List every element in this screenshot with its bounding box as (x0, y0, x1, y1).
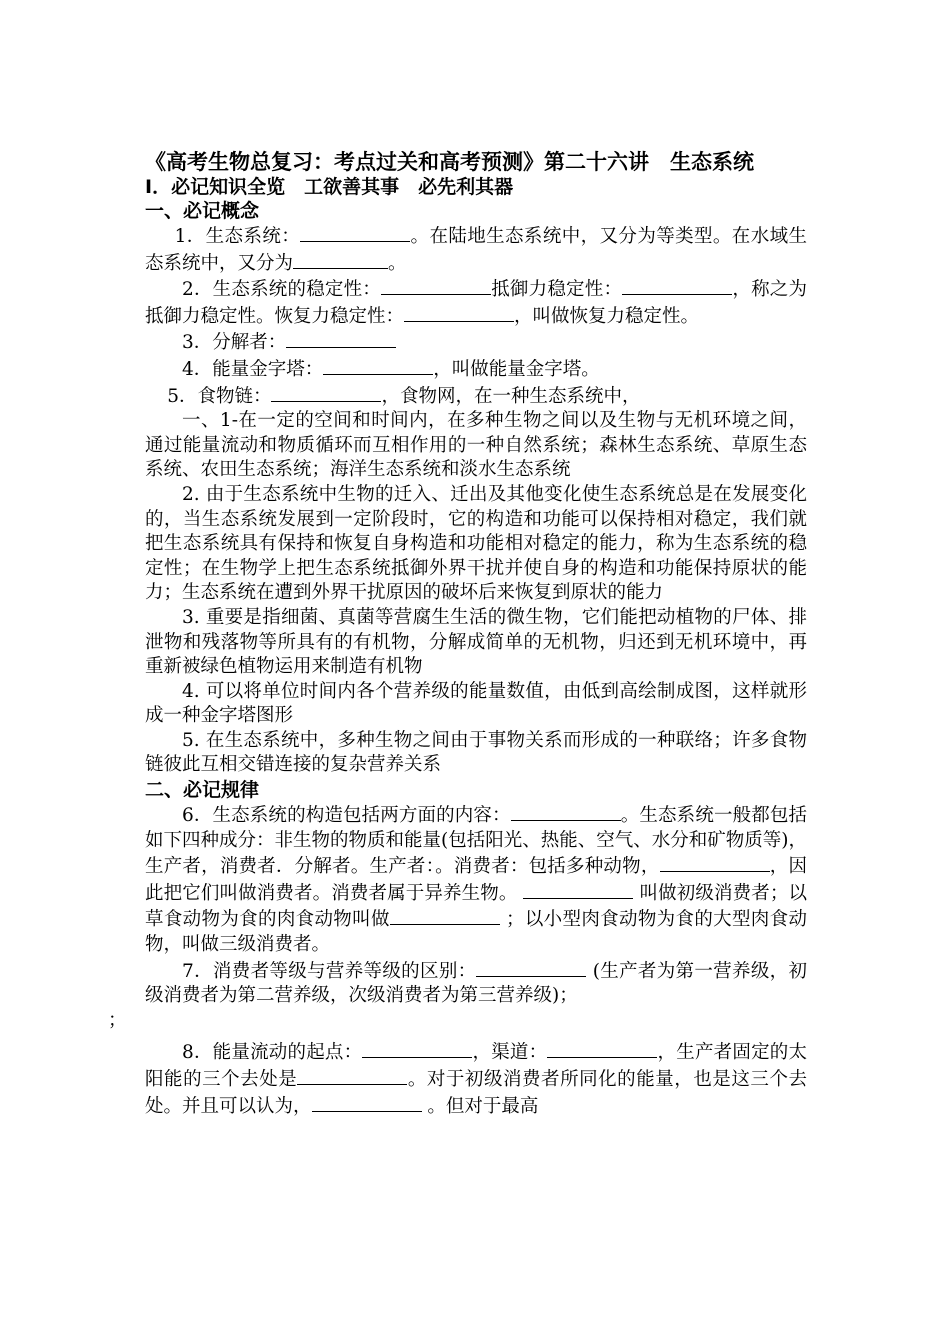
answer-blank[interactable] (362, 1039, 472, 1058)
answer-blank[interactable] (323, 356, 433, 375)
question-7 (108, 958, 808, 1034)
answer-blank[interactable] (523, 880, 633, 899)
question-7-text-3: ； (108, 1009, 127, 1031)
answer-5: 5. 在生态系统中，多种生物之间由于事物关系而形成的一种联络；许多食物链彼此互相交错连接的复杂营养关系 (145, 729, 807, 776)
question-2-text-2: 抵御力稳定性： (491, 279, 623, 301)
answer-blank[interactable] (390, 906, 500, 925)
question-5-text-2: ，食物网，在一种生态系统中， (381, 385, 641, 407)
answer-blank[interactable] (547, 1039, 657, 1058)
answer-blank[interactable] (286, 329, 396, 348)
question-6 (145, 802, 807, 958)
subsection-heading-concepts: 一、必记概念 (145, 200, 260, 222)
question-6-text-5: ；以小型肉食动物为食的大型肉食动物，叫做三级消费者。 (145, 909, 807, 956)
answer-blank[interactable] (404, 303, 514, 322)
question-1 (145, 223, 807, 276)
question-6-text-3: ，因此把它们叫做消费者。消费者属于异养生物。 (145, 856, 807, 904)
answer-blank[interactable] (312, 1093, 422, 1112)
question-8-text-3: ，生产者固定的太阳能的三个去处是 (145, 1042, 807, 1090)
answer-blank[interactable] (381, 276, 491, 295)
question-8-text-4: 。对于初级消费者所同化的能量，也是这三个去处。并且可以认为， (145, 1069, 807, 1117)
answer-blank[interactable] (511, 802, 621, 821)
question-8 (145, 1039, 807, 1119)
answer-blank[interactable] (297, 1066, 407, 1085)
answer-3: 3. 重要是指细菌、真菌等营腐生生活的微生物，它们能把动植物的尸体、排泄物和残落物等所具有的有机物，分解成简单的无机物，归还到无机环境中，再重新被绿色植物运用来制造有机物 (145, 606, 807, 678)
subsection-heading-rules: 二、必记规律 (145, 779, 260, 802)
answer-blank[interactable] (271, 383, 381, 402)
question-1-text: 1．生态系统： (174, 226, 301, 247)
question-2-text-3: ，称之为抵御力稳定性。恢复力稳定性： (145, 279, 807, 327)
question-5-text: 5．食物链： (167, 385, 272, 407)
answer-blank[interactable] (660, 853, 770, 872)
question-6-text-2: 。生态系统一般都包括如下四种成分：非生物的物质和能量(包括阳光、热能、空气、水分和矿物质等)，生产者，消费者．分解者。生产者：。消费者：包括多种动物， (145, 805, 807, 878)
question-8-text-5: 。但对于最高 (427, 1095, 539, 1117)
question-3 (145, 329, 807, 356)
question-7-text: 7．消费者等级与营养等级的区别： (182, 960, 477, 982)
question-2-text-4: ，叫做恢复力稳定性。 (514, 305, 700, 327)
question-8-text-2: ，渠道： (472, 1042, 548, 1064)
question-4-text: 4．能量金字塔： (182, 358, 324, 380)
document-title: 《高考生物总复习：考点过关和高考预测》第二十六讲 生态系统 (145, 150, 754, 174)
question-2-text: 2．生态系统的稳定性： (182, 279, 382, 301)
question-1-text-3: 。 (388, 252, 407, 274)
answer-blank[interactable] (476, 958, 586, 977)
answer-blank[interactable] (300, 223, 410, 242)
question-4 (145, 356, 807, 383)
answer-blank[interactable] (622, 276, 732, 295)
question-5 (145, 383, 807, 410)
answer-4: 4. 可以将单位时间内各个营养级的能量数值，由低到高绘制成图，这样就形成一种金字塔图形 (145, 680, 807, 727)
question-6-text-4: 叫做初级消费者；以草食动物为食的肉食动物叫做 (145, 882, 807, 931)
document-content (108, 150, 808, 1119)
answer-2: 2. 由于生态系统中生物的迁入、迁出及其他变化使生态系统总是在发展变化的，当生态系统发展到一定阶段时，它的构造和功能可以保持相对稳定，我们就把生态系统具有保持和恢复自身构造和功能相对稳定的能力，称为生态系统的稳定性；在生物学上把生态系统抵御外界干扰并使自身的构造和功能保持原状的能力；生态系统在遭到外界干扰原因的破坏后来恢复到原状的能力 (145, 483, 807, 604)
question-1-text-2: 。在陆地生态系统中，又分为等类型。在水域生态系统中，又分为 (145, 226, 807, 274)
question-3-text: 3．分解者： (182, 332, 287, 354)
question-2 (145, 276, 807, 329)
question-7-text-2: (生产者为第一营养级，初级消费者为第二营养级，次级消费者为第三营养级)； (145, 960, 808, 1007)
question-8-text: 8．能量流动的起点： (182, 1042, 363, 1064)
answer-blank[interactable] (293, 250, 388, 269)
answer-1: 一、1-在一定的空间和时间内，在多种生物之间以及生物与无机环境之间，通过能量流动和物质循环而互相作用的一种自然系统；森林生态系统、草原生态系统、农田生态系统；海洋生态系统和淡水生态系统 (145, 410, 807, 481)
section-heading: I．必记知识全览 工欲善其事 必先利其器 (145, 176, 514, 198)
question-6-text: 6．生态系统的构造包括两方面的内容： (182, 805, 511, 827)
question-4-text-2: ，叫做能量金字塔。 (433, 358, 600, 380)
